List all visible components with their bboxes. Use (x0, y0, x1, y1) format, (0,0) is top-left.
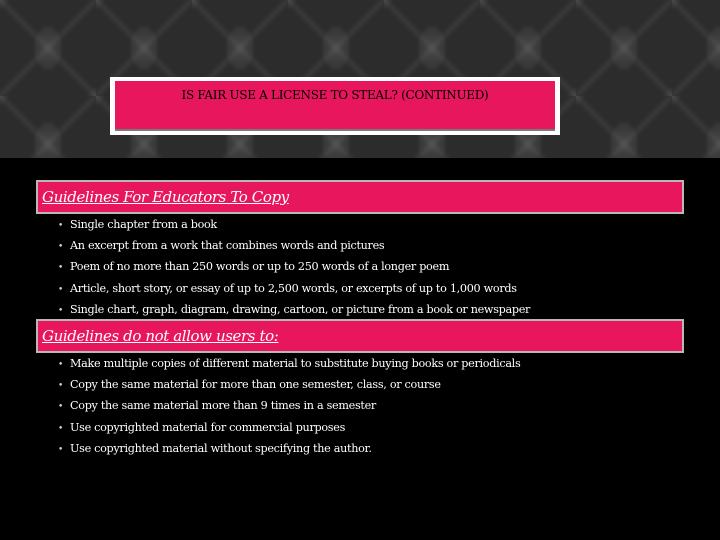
not-allowed-bullet-list (58, 353, 520, 459)
section-heading-not-allowed (36, 319, 684, 353)
title-banner (115, 81, 555, 131)
list-item: • Single chart, graph, diagram, drawing, cartoon, or picture from a book or newspaper (58, 299, 530, 320)
title-frame (110, 77, 560, 135)
list-item: • Use copyrighted material for commercial purposes (58, 417, 520, 438)
list-item: • Single chapter from a book (58, 214, 530, 235)
list-item: • Poem of no more than 250 words or up to 250 words of a longer poem (58, 256, 530, 277)
bullet-icon: • (58, 242, 64, 253)
educators-bullet-list (58, 214, 530, 320)
bullet-icon: • (58, 305, 64, 316)
bullet-icon: • (58, 444, 64, 455)
bullet-icon: • (58, 360, 64, 370)
list-item: • Article, short story, or essay of up to 2,500 words, or excerpts of up to 1,000 words (58, 278, 530, 299)
list-item: • An excerpt from a work that combines words and pictures (58, 235, 530, 256)
bullet-icon: • (58, 381, 64, 392)
section-heading-text: Guidelines For Educators To Copy (42, 188, 289, 206)
section-heading-text: Guidelines do not allow users to: (42, 327, 279, 345)
bullet-icon: • (58, 263, 64, 274)
list-item: • Make multiple copies of different material to substitute buying books or periodicals (58, 353, 520, 374)
list-item: • Copy the same material for more than one semester, class, or course (58, 374, 520, 395)
section-heading-educators (36, 180, 684, 214)
bullet-icon: • (58, 284, 64, 295)
bullet-icon: • (58, 221, 64, 231)
list-item: • Use copyrighted material without specifying the author. (58, 438, 520, 459)
bullet-icon: • (58, 402, 64, 413)
slide-title: IS FAIR USE A LICENSE TO STEAL? (CONTINUED) (181, 88, 489, 102)
bullet-icon: • (58, 423, 64, 434)
list-item: • Copy the same material more than 9 times in a semester (58, 395, 520, 416)
